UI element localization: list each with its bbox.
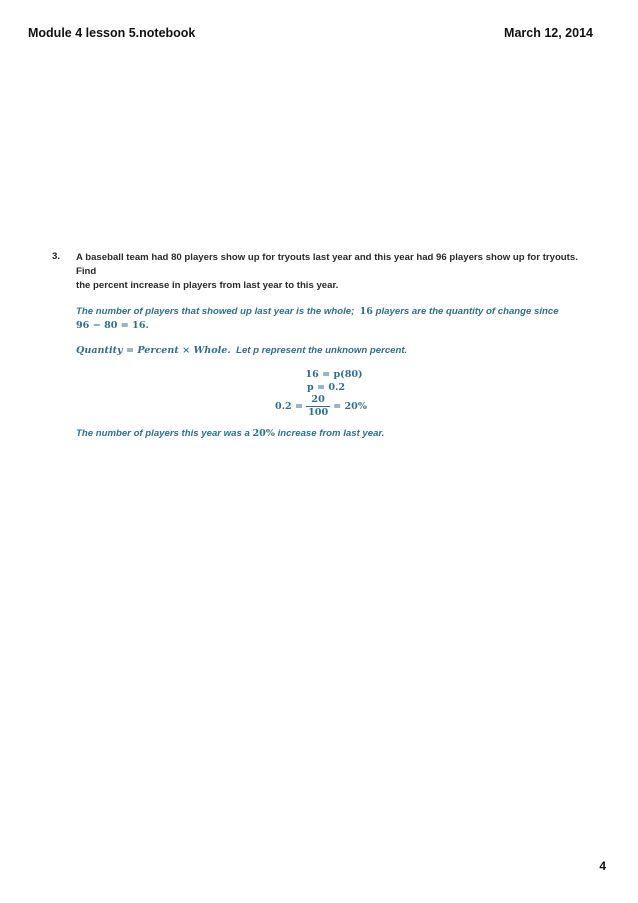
problem-number: 3. — [52, 251, 61, 262]
notebook-title: Module 4 lesson 5.notebook — [28, 26, 196, 40]
question-line-1: A baseball team had 80 players show up for tryouts last year and this year had 96 players show up for tryouts. Find — [76, 252, 578, 277]
formula-note: Let p represent the unknown percent. — [236, 345, 408, 356]
conclusion-text-2: increase from last year. — [277, 427, 385, 439]
equation-3-right: = 20% — [333, 400, 367, 412]
equation-2: p = 0.2 — [306, 381, 346, 393]
notebook-date: March 12, 2014 — [504, 26, 593, 40]
answer-line-2 — [76, 319, 592, 333]
question — [52, 251, 592, 293]
equation-block — [52, 368, 592, 419]
conclusion — [76, 427, 592, 441]
equation-3-left: 0.2 = — [275, 400, 304, 412]
formula-line — [76, 344, 592, 358]
fraction-denominator: 100 — [308, 406, 329, 418]
fraction-numerator: 20 — [311, 393, 325, 405]
problem-3 — [52, 251, 592, 440]
answer-line-1 — [76, 305, 592, 319]
equation-3 — [50, 394, 592, 419]
conclusion-percent: 20% — [252, 427, 275, 439]
answer-text: The number of players that showed up last year is the whole; — [76, 306, 355, 317]
page-number: 4 — [599, 859, 606, 873]
fraction — [306, 394, 330, 419]
answer-text-rest: players are the quantity of change since — [375, 306, 559, 317]
equation-1: 16 = p(80) — [305, 368, 363, 380]
formula: Quantity = Percent × Whole. — [76, 345, 231, 356]
question-line-2: the percent increase in players from last year to this year. — [76, 280, 339, 291]
conclusion-text-1: The number of players this year was a — [76, 427, 250, 439]
answer-math: 16 — [359, 306, 373, 317]
answer-subtraction: 96 − 80 = 16. — [76, 319, 149, 331]
